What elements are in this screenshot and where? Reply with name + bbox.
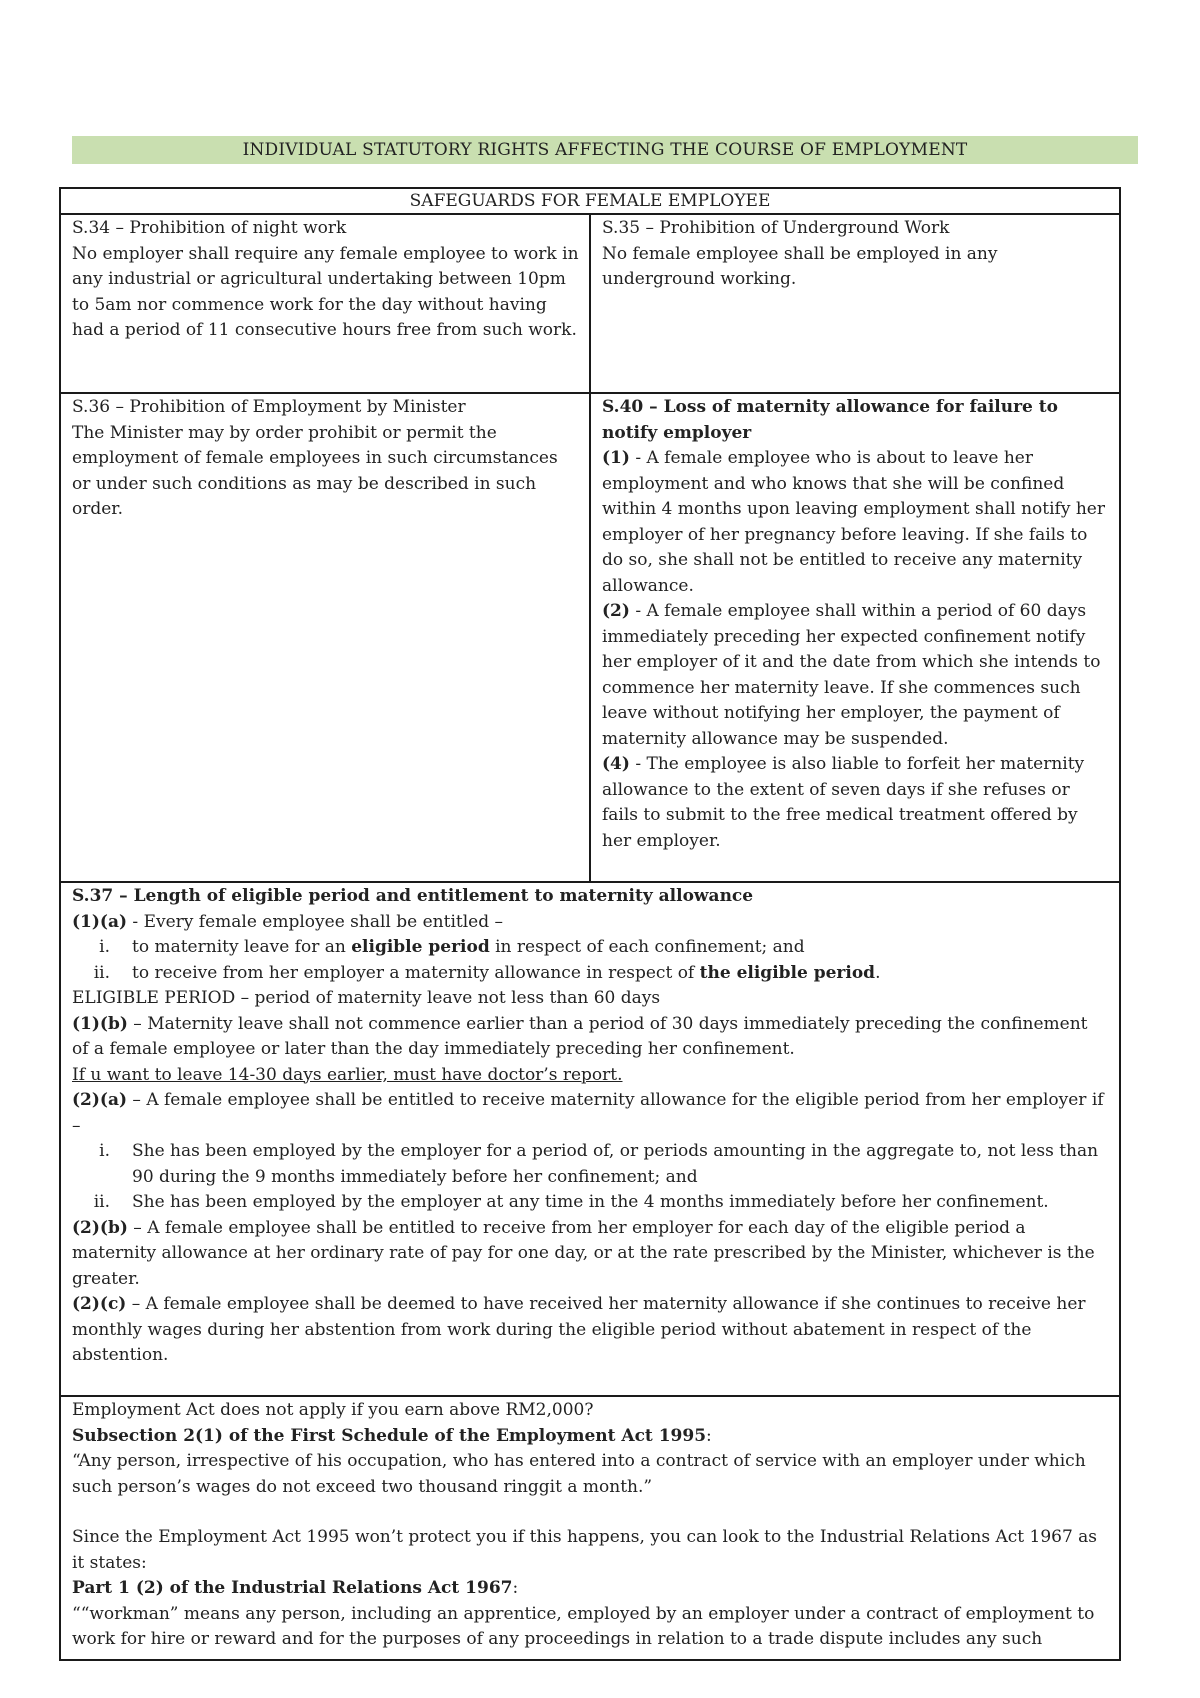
s37-title: S.37 – Length of eligible period and entitlement to maternity allowance — [72, 886, 754, 906]
s40-p2-text: - A female employee shall within a period of 60 days immediately preceding her expected confinement notify her employer of it and the date from which she intends to commence her maternity leave. If she commences such leave without notifying her employer, the payment of maternity allowance may be suspended. — [602, 601, 1101, 749]
cell-s40 — [590, 393, 1120, 882]
list-item — [72, 1190, 1109, 1216]
ea-paragraph: Since the Employment Act 1995 won’t protect you if this happens, you can look to the Industrial Relations Act 1967 as it states: — [72, 1527, 1098, 1573]
list-item-bold: eligible period — [351, 937, 490, 957]
list-item-text: to receive from her employer a maternity allowance in respect of — [132, 962, 700, 983]
s37-2b — [72, 1216, 1109, 1293]
s37-1a — [72, 910, 1109, 936]
list-item-number: ii. — [93, 962, 110, 983]
s37-2a-label: (2)(a) — [72, 1090, 128, 1110]
s37-2c — [72, 1292, 1109, 1369]
ea-question: Employment Act does not apply if you earn above RM2,000? — [72, 1400, 594, 1420]
s35-title: S.35 – Prohibition of Underground Work — [602, 218, 950, 238]
s34-body: No employer shall require any female employee to work in any industrial or agricultural undertaking between 10pm to 5am nor commence work for the day without having had a period of 11 consecutive hours free from such work. — [72, 243, 579, 340]
s37-2a — [72, 1088, 1109, 1139]
s40-p2-label: (2) — [602, 601, 630, 621]
list-item-bold: the eligible period — [699, 962, 876, 983]
s37-1b-label: (1)(b) — [72, 1013, 128, 1034]
list-item-text: She has been employed by the employer at any time in the 4 months immediately before her confinement. — [132, 1192, 1049, 1212]
section-banner: INDIVIDUAL STATUTORY RIGHTS AFFECTING THE COURSE OF EMPLOYMENT — [72, 136, 1138, 164]
s37-2c-text: – A female employee shall be deemed to have received her maternity allowance if she continues to receive her monthly wages during her abstention from work during the eligible period without abatement in respect of the abstention. — [72, 1294, 1086, 1365]
list-item-text: to maternity leave for an — [132, 937, 352, 957]
s36-body: The Minister may by order prohibit or permit the employment of female employees in such circumstances or under such conditions as may be described in such order. — [72, 422, 558, 519]
list-item-text: in respect of each confinement; and — [489, 937, 805, 957]
s40-para-1 — [602, 446, 1109, 599]
ira-part — [72, 1576, 1109, 1602]
colon: : — [706, 1425, 712, 1446]
s37-2b-label: (2)(b) — [72, 1217, 128, 1238]
s37-1b-text: – Maternity leave shall not commence earlier than a period of 30 days immediately preceding the confinement of a female employee or later than the day immediately preceding her confinement. — [72, 1013, 1088, 1059]
ea-subsection-heading: Subsection 2(1) of the First Schedule of the Employment Act 1995 — [72, 1425, 707, 1446]
cell-s35 — [590, 214, 1120, 393]
s37-1a-text: - Every female employee shall be entitled – — [127, 911, 503, 932]
list-item — [72, 1139, 1109, 1190]
ira-quote: ““workman” means any person, including an apprentice, employed by an employer under a contract of employment to work for hire or reward and for the purposes of any proceedings in relation to a trade dispute includes any such — [72, 1603, 1095, 1649]
s40-para-4 — [602, 752, 1109, 854]
s37-2b-text: – A female employee shall be entitled to receive from her employer for each day of the eligible period a maternity allowance at her ordinary rate of pay for one day, or at the rate prescribed by the Minister, whichever is the greater. — [72, 1217, 1095, 1289]
s35-body: No female employee shall be employed in any underground working. — [602, 243, 998, 289]
eligible-period-definition: ELIGIBLE PERIOD – period of maternity leave not less than 60 days — [72, 988, 661, 1008]
s40-p4-label: (4) — [602, 754, 630, 774]
s37-2c-label: (2)(c) — [72, 1294, 127, 1314]
cell-s34 — [60, 214, 590, 393]
list-item — [72, 935, 1109, 961]
list-item — [72, 961, 1109, 987]
s40-p1-label: (1) — [602, 448, 630, 468]
s34-title: S.34 – Prohibition of night work — [72, 218, 347, 238]
list-item-number: i. — [99, 937, 110, 957]
spacer — [72, 1500, 1109, 1525]
ea-quote: “Any person, irrespective of his occupation, who has entered into a contract of service with an employer under which such person’s wages do not exceed two thousand ringgit a month.” — [72, 1451, 1086, 1497]
s37-2a-text: – A female employee shall be entitled to receive maternity allowance for the eligible period from her employer if – — [72, 1090, 1104, 1136]
list-item-number: i. — [99, 1141, 110, 1161]
s40-para-2 — [602, 599, 1109, 752]
s40-p4-text: - The employee is also liable to forfeit her maternity allowance to the extent of seven days if she refuses or fails to submit to the free medical treatment offered by her employer. — [602, 754, 1085, 851]
list-item-text: She has been employed by the employer for a period of, or periods amounting in the aggregate to, not less than 90 during the 9 months immediately before her confinement; and — [132, 1141, 1099, 1187]
s40-p1-text: - A female employee who is about to leave her employment and who knows that she will be confined within 4 months upon leaving employment shall notify her employer of her pregnancy before leaving. If she fails to do so, she shall not be entitled to receive any maternity allowance. — [602, 448, 1105, 596]
table-header: SAFEGUARDS FOR FEMALE EMPLOYEE — [60, 188, 1120, 214]
list-item-number: ii. — [93, 1192, 110, 1212]
s36-title: S.36 – Prohibition of Employment by Minister — [72, 397, 466, 417]
list-item-text: . — [875, 962, 881, 983]
ira-heading: Part 1 (2) of the Industrial Relations Act 1967 — [72, 1578, 513, 1598]
colon: : — [512, 1578, 519, 1598]
cell-employment-act — [60, 1396, 1120, 1660]
ea-subsection — [72, 1424, 1109, 1450]
cell-s36 — [60, 393, 590, 882]
cell-s37 — [60, 882, 1120, 1396]
s37-1a-label: (1)(a) — [72, 911, 128, 932]
s37-1b — [72, 1012, 1109, 1063]
doctor-report-note: If u want to leave 14-30 days earlier, must have doctor’s report. — [72, 1064, 623, 1085]
safeguards-table — [59, 187, 1121, 1661]
s40-title: S.40 – Loss of maternity allowance for failure to notify employer — [602, 397, 1058, 443]
